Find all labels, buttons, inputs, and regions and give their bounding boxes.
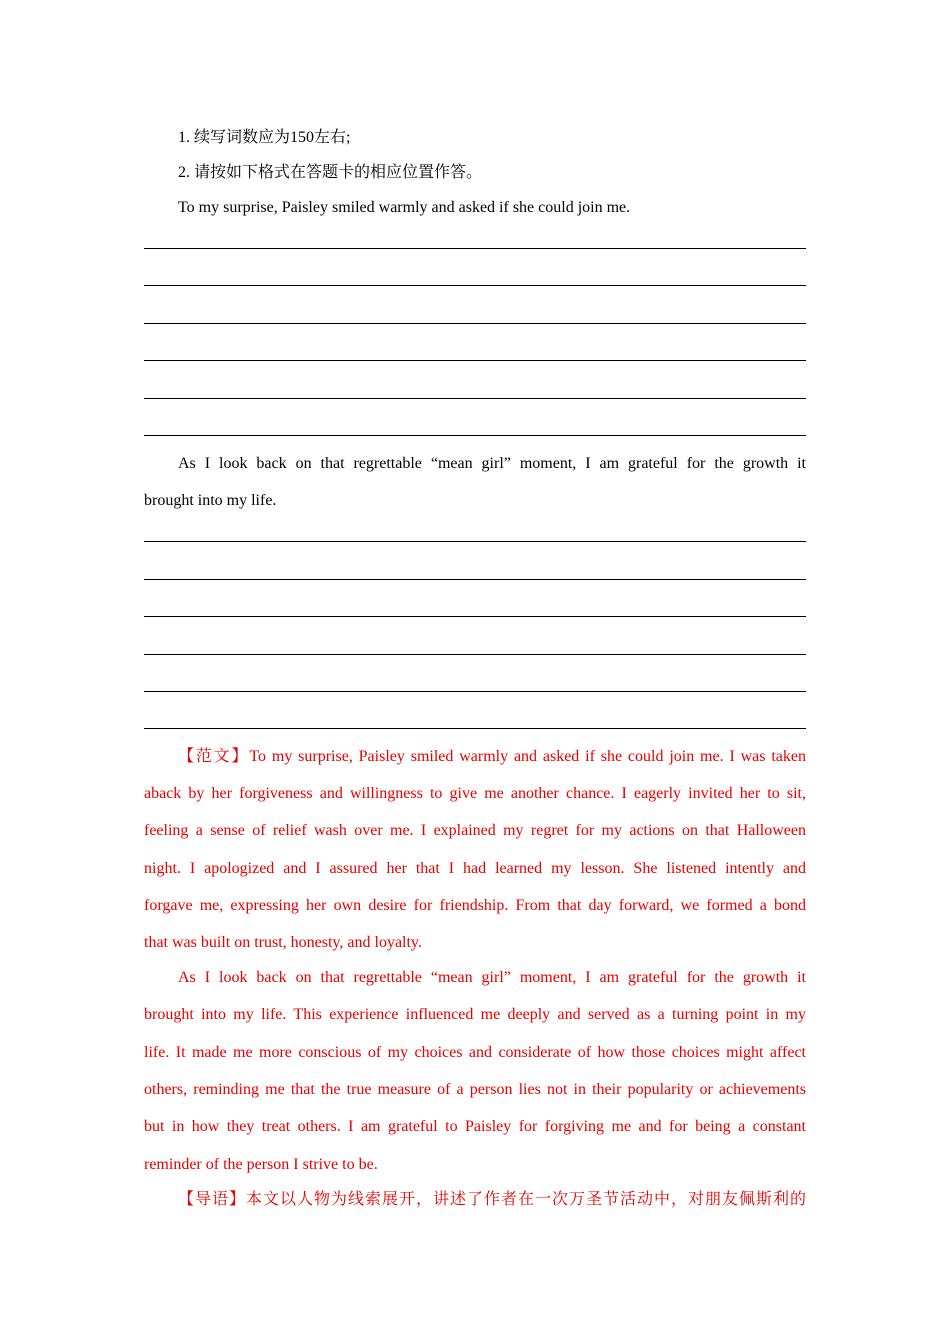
model-essay-line: others, reminding me that the true measure of a person lies not in their popularity or achievements [144,1081,806,1098]
prompt-sentence-1: To my surprise, Paisley smiled warmly and asked if she could join me. [178,199,631,216]
answer-line [144,654,806,655]
model-essay-line: forgave me, expressing her own desire for friendship. From that day forward, we formed a bond [144,897,806,914]
answer-line [144,728,806,729]
answer-line [144,435,806,436]
model-essay-line: that was built on trust, honesty, and loyalty. [144,934,422,951]
answer-line [144,360,806,361]
answer-line [144,616,806,617]
model-essay-line: aback by her forgiveness and willingness to give me another chance. I eagerly invited her to sit, [144,785,806,802]
answer-line [144,398,806,399]
guide-text: 本文以人物为线索展开，讲述了作者在一次万圣节活动中，对朋友佩斯利的 [246,1191,806,1208]
answer-line [144,691,806,692]
model-essay-line: feeling a sense of relief wash over me. I explained my regret for my actions on that Halloween [144,822,806,839]
model-essay-line: As I look back on that regrettable “mean girl” moment, I am grateful for the growth it [178,969,806,986]
answer-line [144,285,806,286]
model-essay-line: life. It made me more conscious of my choices and considerate of how those choices might affect [144,1044,806,1061]
answer-line [144,541,806,542]
requirement-2: 2. 请按如下格式在答题卡的相应位置作答。 [178,164,483,181]
model-essay-line: reminder of the person I strive to be. [144,1156,378,1173]
model-essay-line: but in how they treat others. I am grateful to Paisley for forgiving me and for being a constant [144,1118,806,1135]
guide-tag: 【导语】 [178,1191,246,1208]
guide-line [178,1190,806,1210]
model-essay-line: night. I apologized and I assured her that I had learned my lesson. She listened intently and [144,860,806,877]
model-essay-line [178,747,806,767]
answer-line [144,248,806,249]
answer-line [144,323,806,324]
model-essay-text: To my surprise, Paisley smiled warmly and asked if she could join me. I was taken [249,748,806,765]
prompt-sentence-2-line-1: As I look back on that regrettable “mean girl” moment, I am grateful for the growth it [178,455,806,472]
requirement-1: 1. 续写词数应为150左右; [178,129,351,146]
model-essay-line: brought into my life. This experience influenced me deeply and served as a turning point in my [144,1006,806,1023]
answer-line [144,579,806,580]
prompt-sentence-2-line-2: brought into my life. [144,492,277,509]
model-essay-tag: 【范文】 [178,748,250,765]
